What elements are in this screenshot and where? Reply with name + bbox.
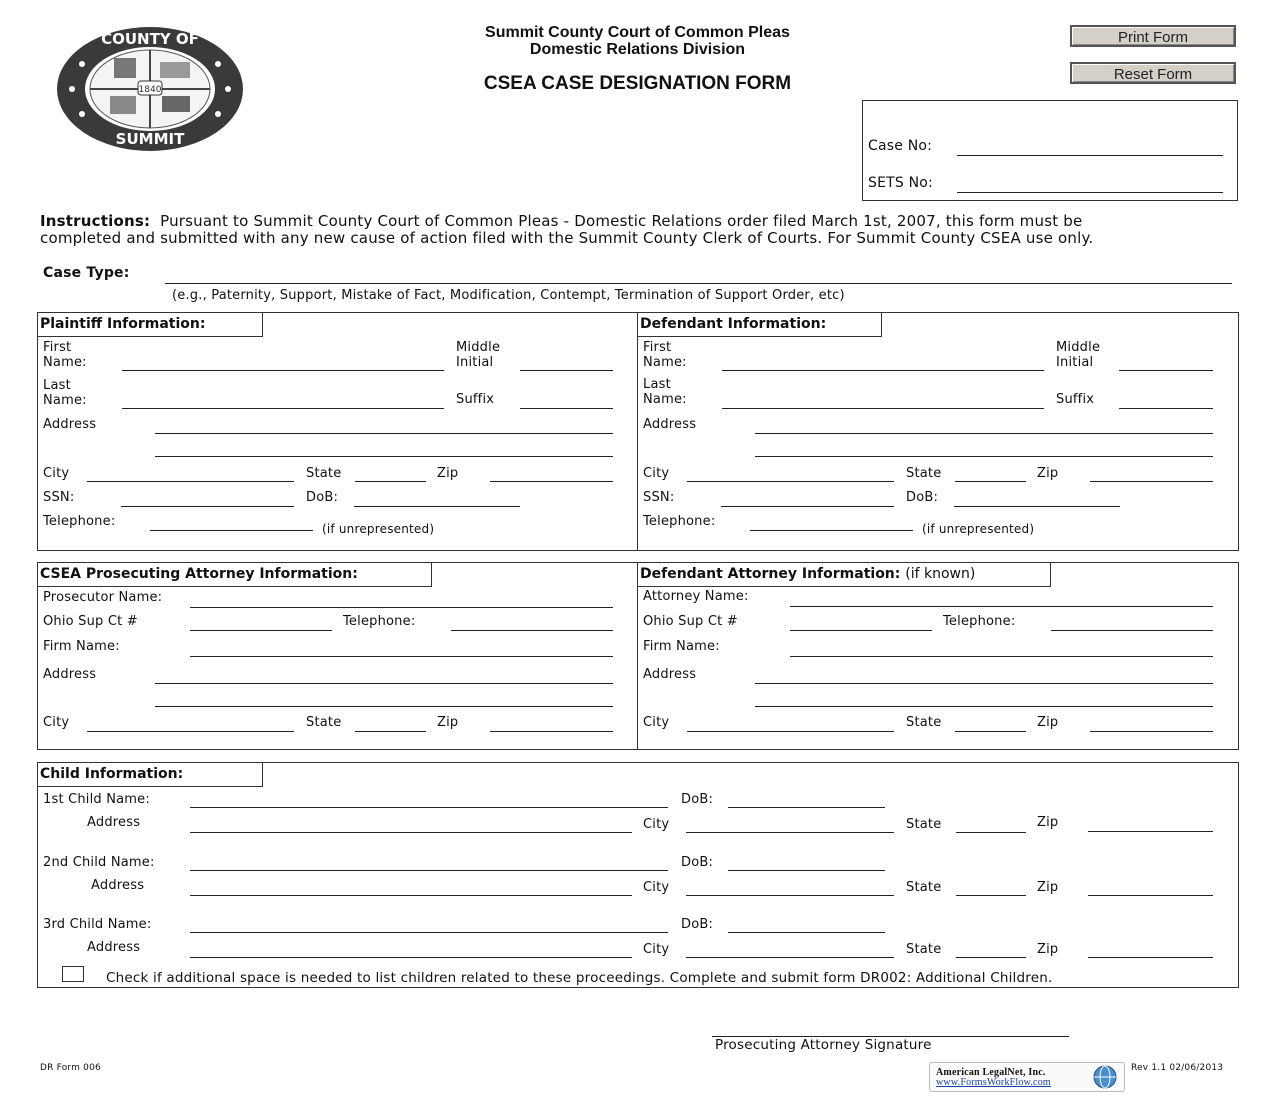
child1-address-field[interactable] [190, 832, 632, 833]
pl-last-name-field[interactable] [122, 408, 444, 409]
pr-sup-label: Ohio Sup Ct # [43, 614, 138, 629]
pl-ssn-field[interactable] [121, 506, 294, 507]
df-unrep-note: (if unrepresented) [922, 522, 1035, 536]
party-divider [637, 312, 638, 550]
df-telephone-field[interactable] [750, 530, 913, 531]
child1-city-label: City [643, 817, 670, 832]
instructions-label: Instructions: [40, 212, 151, 230]
df-city-field[interactable] [687, 481, 894, 482]
pl-middle-field[interactable] [520, 370, 613, 371]
pl-telephone-label: Telephone: [43, 514, 116, 529]
pr-firm-field[interactable] [190, 656, 613, 657]
case-type-hint: (e.g., Paternity, Support, Mistake of Fact, Modification, Contempt, Termination of Support Order, etc) [172, 288, 845, 303]
da-name-field[interactable] [790, 606, 1213, 607]
seal-top-text: COUNTY OF [101, 30, 199, 48]
pr-address-field1[interactable] [155, 683, 613, 684]
pr-telephone-field[interactable] [451, 630, 613, 631]
child1-city-field[interactable] [686, 832, 894, 833]
df-address-field2[interactable] [755, 456, 1213, 457]
child2-dob-field[interactable] [728, 870, 885, 871]
df-dob-label: DoB: [906, 490, 939, 505]
pr-name-field[interactable] [190, 607, 613, 608]
df-state-field[interactable] [955, 481, 1026, 482]
da-address-label: Address [643, 667, 697, 682]
reset-form-button[interactable]: Reset Form [1070, 62, 1236, 84]
child2-state-label: State [906, 880, 942, 895]
da-address-field2[interactable] [755, 706, 1213, 707]
df-suffix-field[interactable] [1119, 408, 1213, 409]
child2-address-label: Address [91, 878, 145, 893]
seal-bottom-text: SUMMIT [115, 130, 185, 148]
pr-address-field2[interactable] [155, 706, 613, 707]
defendant-header: Defendant Information: [638, 313, 882, 337]
pr-zip-label: Zip [437, 715, 459, 730]
child1-dob-label: DoB: [681, 792, 714, 807]
da-telephone-label: Telephone: [943, 614, 1016, 629]
child-section [37, 762, 1239, 988]
attorney-divider [637, 562, 638, 749]
child1-name-label: 1st Child Name: [43, 792, 150, 807]
def-attorney-note: (if known) [905, 566, 976, 582]
child2-city-label: City [643, 880, 670, 895]
pr-telephone-label: Telephone: [343, 614, 416, 629]
signature-label: Prosecuting Attorney Signature [715, 1037, 932, 1053]
brand-badge [929, 1062, 1125, 1092]
df-zip-label: Zip [1037, 466, 1059, 481]
sets-no-field[interactable] [957, 192, 1223, 193]
brand-globe-icon [1087, 1065, 1123, 1089]
instructions-text1: Pursuant to Summit County Court of Common Pleas - Domestic Relations order filed March 1st, 2007, this form must be [160, 212, 1083, 230]
child1-zip-field[interactable] [1088, 831, 1213, 832]
pl-first-label2: Name: [43, 355, 87, 370]
da-sup-label: Ohio Sup Ct # [643, 614, 738, 629]
df-middle-label1: Middle [1056, 340, 1101, 355]
def-attorney-header [638, 563, 1051, 587]
df-last-label1: Last [643, 377, 671, 392]
da-firm-label: Firm Name: [643, 639, 720, 654]
pl-telephone-field[interactable] [150, 530, 313, 531]
da-city-field[interactable] [687, 731, 894, 732]
child-header: Child Information: [38, 763, 263, 787]
child2-state-field[interactable] [956, 895, 1026, 896]
da-state-label: State [906, 715, 942, 730]
pl-dob-label: DoB: [306, 490, 339, 505]
pl-city-label: City [43, 466, 70, 481]
pl-suffix-label: Suffix [456, 392, 495, 407]
child3-address-label: Address [87, 940, 141, 955]
child1-dob-field[interactable] [728, 807, 885, 808]
pl-suffix-field[interactable] [520, 408, 613, 409]
pl-zip-field[interactable] [490, 481, 613, 482]
child3-dob-field[interactable] [728, 932, 885, 933]
instructions-line1 [40, 212, 1082, 230]
child3-city-label: City [643, 942, 670, 957]
instructions-line2: completed and submitted with any new cause of action filed with the Summit County Clerk of Courts. For Summit County CSEA use only. [40, 229, 1094, 247]
child3-address-field[interactable] [190, 957, 632, 958]
pl-last-label1: Last [43, 378, 71, 393]
prosecutor-header: CSEA Prosecuting Attorney Information: [38, 563, 432, 587]
pr-city-label: City [43, 715, 70, 730]
df-address-field1[interactable] [755, 433, 1213, 434]
case-type-field[interactable] [165, 283, 1232, 284]
brand-url: www.FormsWorkFlow.com [936, 1077, 1051, 1088]
da-zip-field[interactable] [1090, 731, 1213, 732]
pr-state-label: State [306, 715, 342, 730]
child2-city-field[interactable] [686, 895, 894, 896]
da-city-label: City [643, 715, 670, 730]
print-form-button[interactable]: Print Form [1070, 25, 1236, 47]
da-telephone-field[interactable] [1051, 630, 1213, 631]
df-address-label: Address [643, 417, 697, 432]
child3-zip-label: Zip [1037, 942, 1059, 957]
child1-state-label: State [906, 817, 942, 832]
child2-dob-label: DoB: [681, 855, 714, 870]
df-middle-field[interactable] [1119, 370, 1213, 371]
df-first-name-field[interactable] [722, 370, 1044, 371]
df-state-label: State [906, 466, 942, 481]
child3-city-field[interactable] [686, 957, 894, 958]
child3-name-field[interactable] [190, 932, 668, 933]
pl-unrep-note: (if unrepresented) [322, 522, 435, 536]
pl-state-field[interactable] [355, 481, 426, 482]
df-first-label2: Name: [643, 355, 687, 370]
pr-firm-label: Firm Name: [43, 639, 120, 654]
child1-state-field[interactable] [956, 832, 1026, 833]
child2-zip-field[interactable] [1088, 895, 1213, 896]
df-last-name-field[interactable] [722, 408, 1044, 409]
pr-city-field[interactable] [87, 731, 294, 732]
df-suffix-label: Suffix [1056, 392, 1095, 407]
pr-sup-field[interactable] [190, 630, 332, 631]
df-middle-label2: Initial [1056, 355, 1094, 370]
pr-zip-field[interactable] [490, 731, 613, 732]
df-city-label: City [643, 466, 670, 481]
seal-year: 1840 [138, 85, 162, 95]
pr-state-field[interactable] [355, 731, 426, 732]
pl-ssn-label: SSN: [43, 490, 75, 505]
revision-label: Rev 1.1 02/06/2013 [1131, 1063, 1224, 1073]
brand-name: American LegalNet, Inc. [936, 1067, 1046, 1078]
df-telephone-label: Telephone: [643, 514, 716, 529]
seal-graphic [56, 26, 244, 152]
da-name-label: Attorney Name: [643, 589, 749, 604]
pl-address-label: Address [43, 417, 97, 432]
case-no-label: Case No: [868, 138, 933, 154]
additional-children-checkbox[interactable] [62, 966, 84, 982]
pl-first-label1: First [43, 340, 72, 355]
child2-name-label: 2nd Child Name: [43, 855, 155, 870]
child3-dob-label: DoB: [681, 917, 714, 932]
plaintiff-header: Plaintiff Information: [38, 313, 263, 337]
case-type-label: Case Type: [43, 265, 130, 281]
da-firm-field[interactable] [790, 656, 1213, 657]
child2-zip-label: Zip [1037, 880, 1059, 895]
pl-address-field1[interactable] [155, 433, 613, 434]
pr-address-label: Address [43, 667, 97, 682]
county-seal-logo [56, 26, 244, 152]
pl-zip-label: Zip [437, 466, 459, 481]
pl-first-name-field[interactable] [122, 370, 444, 371]
child3-name-label: 3rd Child Name: [43, 917, 152, 932]
da-zip-label: Zip [1037, 715, 1059, 730]
df-ssn-field[interactable] [721, 506, 894, 507]
sets-no-label: SETS No: [868, 175, 933, 191]
additional-children-text: Check if additional space is needed to list children related to these proceedings. Complete and submit form DR002: Additional Children. [106, 970, 1053, 986]
df-ssn-label: SSN: [643, 490, 675, 505]
pl-middle-label2: Initial [456, 355, 494, 370]
child2-address-field[interactable] [190, 895, 632, 896]
da-state-field[interactable] [955, 731, 1026, 732]
child2-name-field[interactable] [190, 870, 668, 871]
pl-last-label2: Name: [43, 393, 87, 408]
df-dob-field[interactable] [954, 506, 1120, 507]
division-name: Domestic Relations Division [529, 41, 746, 58]
child1-name-field[interactable] [190, 807, 668, 808]
df-first-label1: First [643, 340, 672, 355]
form-id: DR Form 006 [40, 1063, 101, 1073]
df-last-label2: Name: [643, 392, 687, 407]
pr-name-label: Prosecutor Name: [43, 590, 163, 605]
pl-middle-label1: Middle [456, 340, 501, 355]
child3-state-field[interactable] [956, 957, 1026, 958]
pl-city-field[interactable] [87, 481, 294, 482]
pl-state-label: State [306, 466, 342, 481]
case-no-field[interactable] [957, 155, 1223, 156]
df-zip-field[interactable] [1090, 481, 1213, 482]
child1-address-label: Address [87, 815, 141, 830]
def-attorney-title: Defendant Attorney Information: [640, 566, 901, 582]
form-title: CSEA CASE DESIGNATION FORM [483, 73, 792, 94]
da-sup-field[interactable] [790, 630, 932, 631]
child3-zip-field[interactable] [1088, 957, 1213, 958]
child3-state-label: State [906, 942, 942, 957]
pl-dob-field[interactable] [354, 506, 520, 507]
child1-zip-label: Zip [1037, 815, 1059, 830]
pl-address-field2[interactable] [155, 456, 613, 457]
da-address-field1[interactable] [755, 683, 1213, 684]
court-name: Summit County Court of Common Pleas [485, 24, 790, 41]
